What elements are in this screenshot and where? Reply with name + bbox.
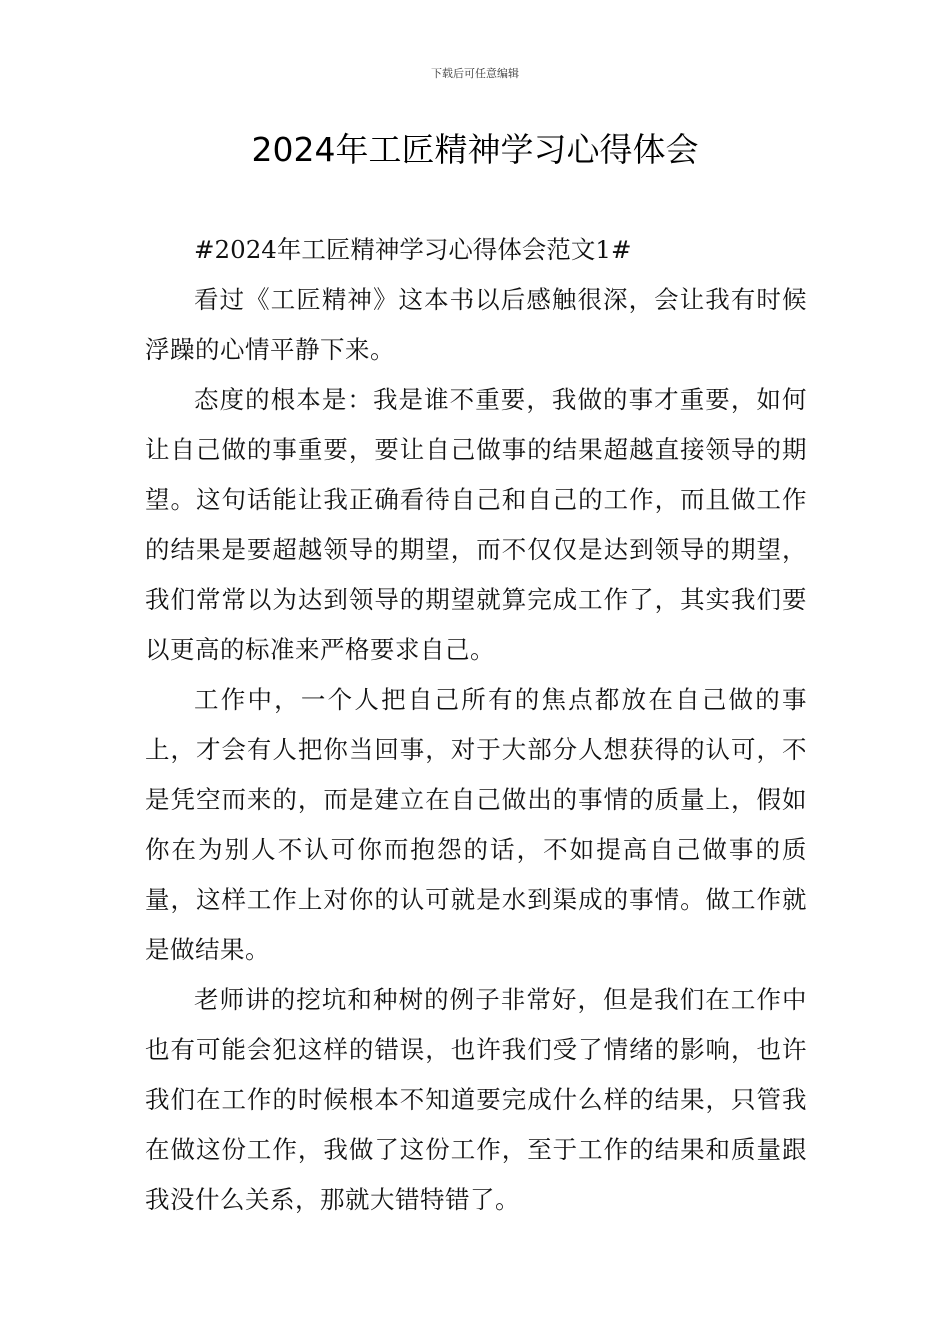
paragraph: 看过《工匠精神》这本书以后感触很深，会让我有时候浮躁的心情平静下来。 (145, 285, 807, 364)
paragraph: 老师讲的挖坑和种树的例子非常好，但是我们在工作中也有可能会犯这样的错误，也许我们受了情绪的影响，也许我们在工作的时候根本不知道要完成什么样的结果，只管我在做这份工作，我做了这份工作，至于工作的结果和质量跟我没什么关系，那就大错特错了。 (145, 985, 807, 1214)
paragraph: 工作中，一个人把自己所有的焦点都放在自己做的事上，才会有人把你当回事，对于大部分人想获得的认可，不是凭空而来的，而是建立在自己做出的事情的质量上，假如你在为别人不认可你而抱怨的话，不如提高自己做事的质量，这样工作上对你的认可就是水到渠成的事情。做工作就是做结果。 (145, 685, 807, 964)
document-body (145, 225, 807, 1225)
section-heading: #2024年工匠精神学习心得体会范文1# (194, 235, 632, 264)
paragraph: 态度的根本是：我是谁不重要，我做的事才重要，如何让自己做的事重要，要让自己做事的结果超越直接领导的期望。这句话能让我正确看待自己和自己的工作，而且做工作的结果是要超越领导的期望，而不仅仅是达到领导的期望，我们常常以为达到领导的期望就算完成工作了，其实我们要以更高的标准来严格要求自己。 (145, 385, 807, 664)
header-note: 下载后可任意编辑 (431, 67, 519, 80)
document-title: 2024年工匠精神学习心得体会 (251, 130, 699, 169)
